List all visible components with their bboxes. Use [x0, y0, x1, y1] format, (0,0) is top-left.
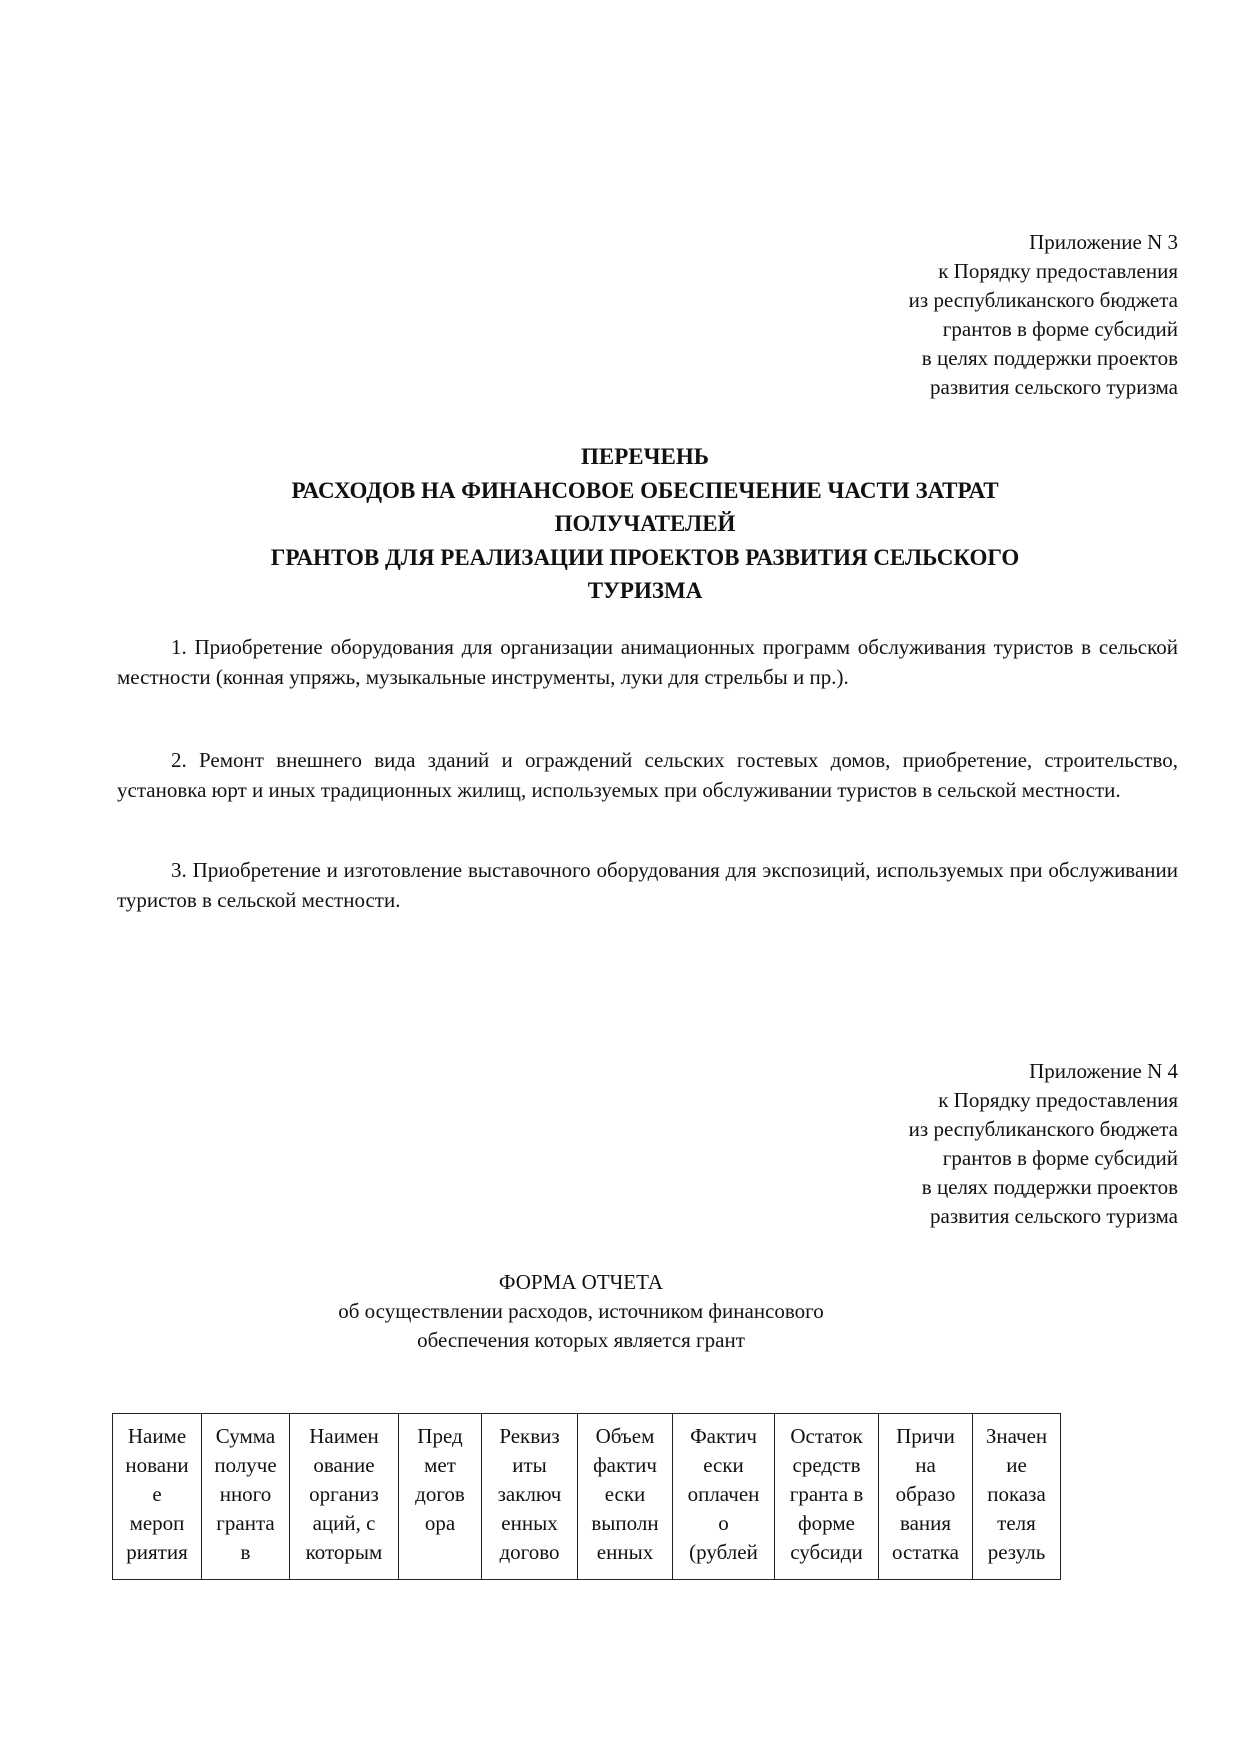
form-title-line: ФОРМА ОТЧЕТА — [498, 1270, 664, 1294]
paragraph-1: 1. Приобретение оборудования для организации анимационных программ обслуживания туристов в сельской местности (конная упряжь, музыкальные инструменты, луки для стрельбы и пр.). — [117, 635, 1178, 689]
table-header-cell: Реквиз иты заключ енных догово — [482, 1414, 578, 1580]
title-line: ГРАНТОВ ДЛЯ РЕАЛИЗАЦИИ ПРОЕКТОВ РАЗВИТИЯ СЕЛЬСКОГО — [270, 544, 1020, 570]
paragraph-2: 2. Ремонт внешнего вида зданий и ограждений сельских гостевых домов, приобретение, строительство, установка юрт и иных традиционных жилищ, используемых при обслуживании туристов в сельской местности. — [117, 748, 1178, 802]
form-title — [112, 1268, 1050, 1355]
table-header-cell: Значен ие показа теля резуль — [973, 1414, 1061, 1580]
appendix-line: развития сельского туризма — [930, 1204, 1178, 1228]
title-line: ПЕРЕЧЕНЬ — [581, 444, 709, 469]
paragraph-3: 3. Приобретение и изготовление выставочного оборудования для экспозиций, используемых при обслуживании туристов в сельской местности. — [117, 858, 1178, 912]
appendix-line: в целях поддержки проектов — [921, 1175, 1178, 1199]
appendix-line: к Порядку предоставления — [938, 1088, 1178, 1112]
table-header-cell: Сумма получе нного гранта в — [202, 1414, 290, 1580]
table-header-cell: Пред мет догов ора — [399, 1414, 482, 1580]
form-title-line: обеспечения которых является грант — [417, 1328, 745, 1352]
table-header-row — [113, 1414, 1061, 1580]
appendix-line: развития сельского туризма — [930, 375, 1178, 399]
appendix-line: грантов в форме субсидий — [942, 317, 1178, 341]
table-header-cell: Объем фактич ески выполн енных — [578, 1414, 673, 1580]
appendix-line: к Порядку предоставления — [938, 259, 1178, 283]
appendix-line: Приложение N 3 — [1029, 230, 1178, 254]
report-table — [112, 1413, 1061, 1580]
appendix-line: Приложение N 4 — [1029, 1059, 1178, 1083]
form-title-line: об осуществлении расходов, источником финансового — [338, 1299, 824, 1323]
appendix-line: из республиканского бюджета — [908, 1117, 1178, 1141]
table-header-cell: Фактич ески оплачен о (рублей — [673, 1414, 775, 1580]
table-header-cell: Остаток средств гранта в форме субсиди — [775, 1414, 879, 1580]
appendix-line: грантов в форме субсидий — [942, 1146, 1178, 1170]
appendix-3-header — [909, 228, 1178, 402]
title-line: ПОЛУЧАТЕЛЕЙ — [554, 511, 736, 536]
title-line: РАСХОДОВ НА ФИНАНСОВОЕ ОБЕСПЕЧЕНИЕ ЧАСТИ ЗАТРАТ — [291, 477, 999, 503]
table-header-cell: Причи на образо вания остатка — [879, 1414, 973, 1580]
appendix-line: в целях поддержки проектов — [921, 346, 1178, 370]
appendix-line: из республиканского бюджета — [908, 288, 1178, 312]
title-line: ТУРИЗМА — [587, 578, 703, 603]
document-title — [112, 440, 1178, 608]
table-header-cell: Наиме новани е мероп риятия — [113, 1414, 202, 1580]
table-header-cell: Наимен ование организ аций, с которым — [290, 1414, 399, 1580]
appendix-4-header — [909, 1057, 1178, 1231]
